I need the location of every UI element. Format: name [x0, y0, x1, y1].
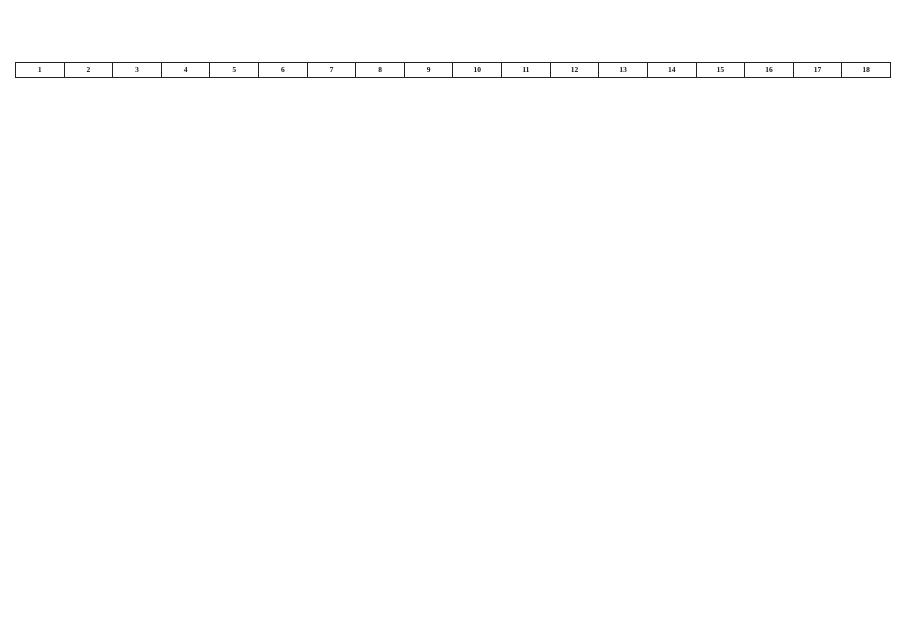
column-header: 5 — [210, 63, 259, 78]
column-header: 16 — [745, 63, 794, 78]
column-header: 9 — [404, 63, 453, 78]
column-header: 12 — [550, 63, 599, 78]
column-header: 17 — [793, 63, 842, 78]
column-header: 13 — [599, 63, 648, 78]
column-header: 11 — [502, 63, 551, 78]
header-row — [16, 63, 891, 78]
column-header: 7 — [307, 63, 356, 78]
column-header: 3 — [113, 63, 162, 78]
column-header: 4 — [161, 63, 210, 78]
table-container — [15, 62, 891, 78]
column-header: 10 — [453, 63, 502, 78]
column-header: 14 — [647, 63, 696, 78]
column-header: 6 — [259, 63, 308, 78]
data-table — [15, 62, 891, 78]
column-header: 8 — [356, 63, 405, 78]
column-header: 18 — [842, 63, 891, 78]
column-header: 1 — [16, 63, 65, 78]
column-header: 15 — [696, 63, 745, 78]
column-header: 2 — [64, 63, 113, 78]
